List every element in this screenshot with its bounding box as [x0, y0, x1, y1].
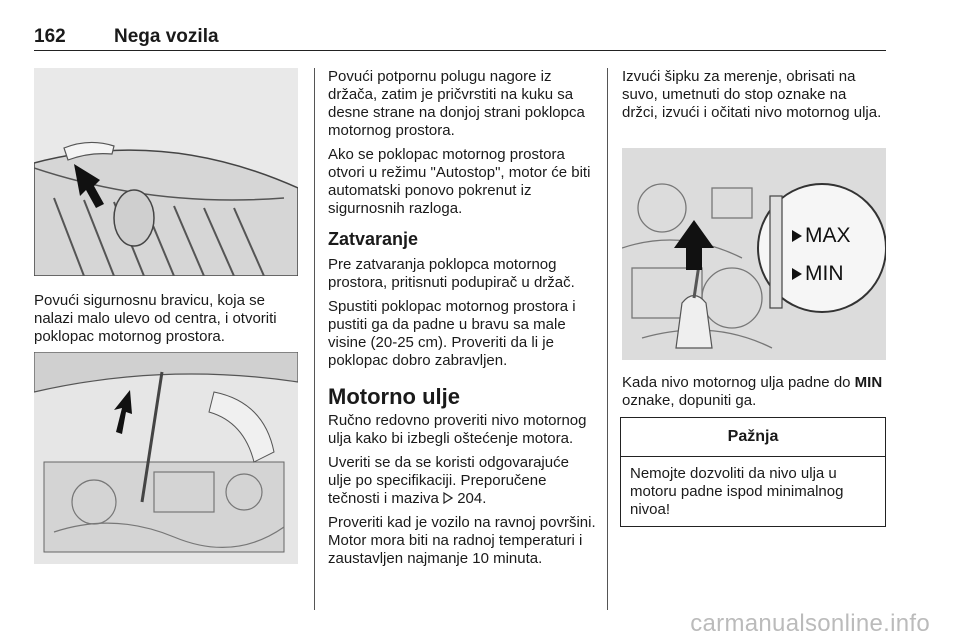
column-3-min-text — [622, 374, 886, 416]
page-reference-link[interactable]: 204. — [453, 490, 487, 507]
engine-oil-heading: Motorno ulje — [328, 384, 460, 409]
closing-text-1: Pre zatvaranja poklopca motornog prostora, pritisnuti podupirač u držač. — [328, 256, 575, 291]
page-header — [34, 26, 886, 51]
page-number: 162 — [34, 26, 66, 47]
hood-release-caption: Povući sigurnosnu bravicu, koja se nalazi malo ulevo od centra, i otvoriti poklopac motornog prostora. — [34, 292, 277, 345]
refill-text-post: oznake, dopuniti ga. — [622, 392, 757, 409]
column-3-intro — [622, 68, 886, 128]
autostop-text: Ako se poklopac motornog prostora otvori u režimu "Autostop", motor će biti automatski ponovo pokrenut iz sigurnosnih razloga. — [328, 146, 591, 217]
oil-spec-label: Uveriti se da se koristi odgovarajuće ulje po specifikaciji. Preporučene tečnosti i maziva — [328, 454, 569, 507]
oil-spec-text — [328, 454, 596, 508]
column-2 — [328, 68, 596, 574]
refill-text — [622, 374, 886, 410]
support-rod-text: Povući potpornu polugu nagore iz držača, zatim je pričvrstiti na kuku sa desne strane na donjoj strani poklopca motornog prostora. — [328, 68, 585, 139]
refill-min-mark: MIN — [854, 374, 883, 391]
watermark: carmanualsonline.info — [690, 610, 930, 637]
hood-support-illustration — [34, 352, 298, 564]
dipstick-max-label: MAX — [805, 224, 851, 247]
dipstick-min-label: MIN — [805, 262, 844, 285]
column-divider-2 — [607, 68, 608, 610]
oil-check-text: Ručno redovno proveriti nivo motornog ulja kako bi izbegli oštećenje motora. — [328, 412, 587, 447]
oil-conditions-text: Proveriti kad je vozilo na ravnoj površini. Motor mora biti na radnoj temperaturi i zaustavljen najmanje 10 minuta. — [328, 514, 596, 567]
notice-title: Pažnja — [621, 418, 885, 457]
refill-text-pre: Kada nivo motornog ulja padne do — [622, 374, 855, 391]
notice-text: Nemojte dozvoliti da nivo ulja u motoru padne ispod minimalnog nivoa! — [630, 465, 844, 518]
closing-text-2: Spustiti poklopac motornog prostora i pustiti ga da padne u bravu sa male visine (20-25 cm). Proveriti da li je poklopac dobro zabravljen. — [328, 298, 576, 369]
dipstick-instruction: Izvući šipku za merenje, obrisati na suvo, umetnuti do stop oznake na držci, izvući i očitati nivo motornog ulja. — [622, 68, 882, 121]
dipstick-illustration — [622, 148, 886, 360]
column-divider-1 — [314, 68, 315, 610]
hood-release-illustration — [34, 68, 298, 276]
closing-heading: Zatvaranje — [328, 229, 419, 249]
triangle-ref-icon[interactable] — [443, 490, 453, 507]
notice-box — [620, 417, 886, 527]
section-title: Nega vozila — [114, 26, 219, 47]
column-1-caption — [34, 292, 302, 352]
